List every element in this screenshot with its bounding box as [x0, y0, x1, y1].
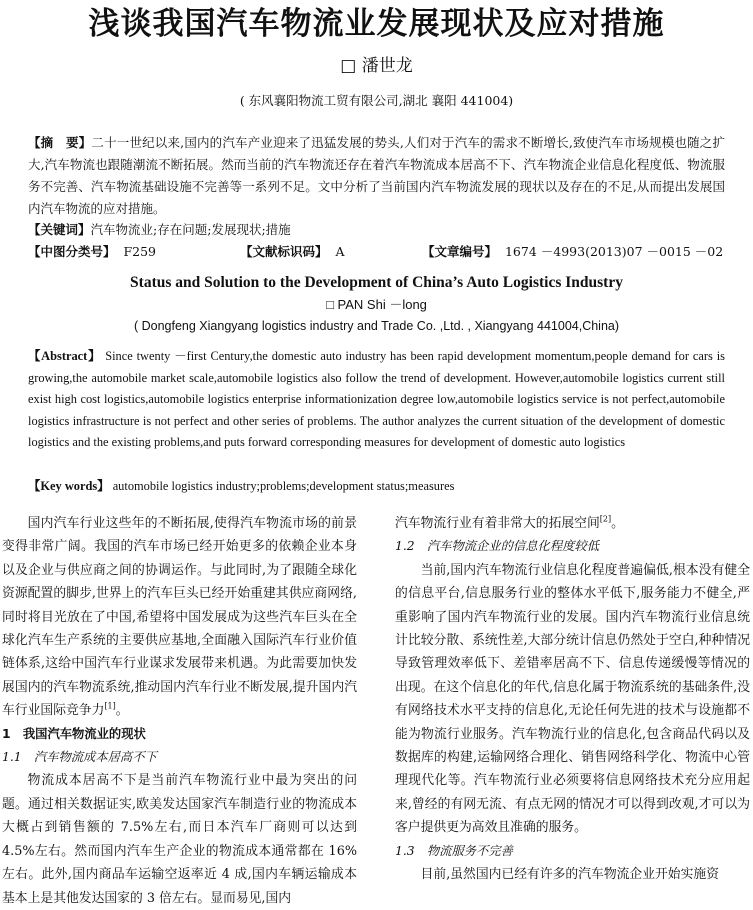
keywords-en-text: automobile logistics industry;problems;development status;measures [112, 479, 455, 493]
body-column-left [2, 512, 357, 910]
abstract-en-label: 【Abstract】 [28, 349, 102, 363]
paragraph [395, 512, 750, 535]
keywords-en [28, 476, 725, 496]
paragraph: 物流成本居高不下是当前汽车物流行业中最为突出的问题。通过相关数据证实,欧美发达国家汽车制造行业的物流成本大概占到销售额的 7.5%左右,而日本汽车厂商则可以达到 4.5%左右。然而国内汽车生产企业的物流成本通常都在 16%左右。此外,国内商品车运输空返率近 4 成,国内车辆运输成本基本上是其他发达国家的 3 倍左右。显而易见,国内 [2, 773, 357, 906]
abstract-en-text: Since twenty －first Century,the domestic auto industry has been rapid development momentum,people demand for cars is growing,the automobile market scale,automobile logistics also follow the trend of development. However,automobile logistics current still exist high cost logistics,automobile logistics enterprise informationization degree low,automobile logistics service is not perfect,automobile logistics infrastructure is not perfect and other series of problems. The author analyzes the current situation of the development of domestic logistics and the existing problems,and puts forward corresponding measures for development of domestic auto logistics [28, 349, 726, 450]
body-column-right [395, 512, 750, 887]
clc-label: 【中图分类号】 [28, 244, 116, 259]
paragraph [2, 512, 357, 723]
subsection-heading: 1.3 物流服务不完善 [395, 843, 513, 858]
abstract-en [28, 346, 725, 454]
english-author: □ PAN Shi －long [326, 297, 427, 312]
abstract-cn [28, 132, 725, 220]
citation-ref: [1] [104, 701, 116, 711]
clc-value: F259 [123, 244, 157, 259]
english-title: Status and Solution to the Development of China’s Auto Logistics Industry [130, 274, 623, 291]
article-number [422, 242, 723, 262]
paper-title: 浅谈我国汽车物流业发展现状及应对措施 [88, 6, 665, 42]
section-heading: 1 我国汽车物流业的现状 [2, 726, 146, 741]
abstract-cn-label: 【摘 要】 [28, 135, 92, 150]
paragraph-end: 。 [115, 703, 129, 719]
keywords-cn [28, 220, 725, 240]
doc-code-value: A [335, 244, 345, 259]
document-code [240, 242, 422, 262]
paragraph: 目前,虽然国内已经有许多的汽车物流企业开始实施资 [420, 867, 719, 883]
affiliation: ( 东风襄阳物流工贸有限公司,湖北 襄阳 441004) [239, 93, 514, 108]
paragraph-text: 国内汽车行业这些年的不断拓展,使得汽车物流市场的前景变得非常广阔。我国的汽车市场已经开始更多的依赖企业本身以及企业与供应商之间的协调运作。与此同时,为了跟随全球化资源配置的脚步,世界上的汽车巨头已经开始重建其供应商网络,同时将目光放在了中国,希望将中国发展成为这些汽车巨头在全球化汽车生产系统的主要供应基地,全面融入国际汽车行业价值链体系,这给中国汽车行业谋求发展带来机遇。为此需要加快发展国内的汽车物流系统,推动国内汽车行业不断发展,提升国内汽车行业国际竞争力 [2, 516, 357, 719]
paragraph-end: 。 [611, 516, 624, 531]
author-line: □ 潘世龙 [340, 56, 413, 76]
keywords-en-label: 【Key words】 [28, 479, 110, 493]
article-label: 【文章编号】 [422, 244, 498, 259]
citation-ref: [2] [599, 514, 612, 524]
english-affiliation: ( Dongfeng Xiangyang logistics industry and Trade Co. ,Ltd. , Xiangyang 441004,China) [133, 319, 620, 333]
paragraph: 当前,国内汽车物流行业信息化程度普遍偏低,根本没有健全的信息平台,信息服务行业的整体水平低下,服务能力不健全,严重影响了国内汽车物流行业的发展。国内汽车物流行业信息统计比较分散、系统性差,大部分统计信息仍然处于空白,种种情况导致管理效率低下、差错率居高不下、信息传递缓慢等情况的出现。在这个信息化的年代,信息化属于物流系统的基础条件,没有网络技术水平支持的信息化,无论任何先进的技术与设施都不能为物流行业服务。汽车物流行业的信息化,包含商品代码以及数据库的构建,运输网络合理化、销售网络科学化、物流中心管理现代化等。汽车物流行业必须要将信息网络技术充分应用起来,曾经的有网无流、有点无网的情况才可以得到改观,才可以为客户提供更为高效且准确的服务。 [395, 562, 750, 836]
doc-code-label: 【文献标识码】 [240, 244, 328, 259]
classification-row [28, 242, 725, 262]
clc-number [28, 242, 240, 262]
abstract-cn-text: 二十一世纪以来,国内的汽车产业迎来了迅猛发展的势头,人们对于汽车的需求不断增长,致使汽车市场规模也随之扩大,汽车物流也跟随潮流不断拓展。然而当前的汽车物流还存在着汽车物流成本居高不下、汽车物流企业信息化程度低、物流服务不完善、汽车物流基础设施不完善等一系列不足。文中分析了当前国内汽车物流发展的现状以及存在的不足,从而提出发展国内汽车物流的应对措施。 [28, 135, 725, 216]
keywords-cn-text: 汽车物流业;存在问题;发展现状;措施 [90, 222, 291, 237]
subsection-heading: 1.2 汽车物流企业的信息化程度较低 [395, 539, 600, 554]
paragraph-text: 汽车物流行业有着非常大的拓展空间 [395, 516, 600, 531]
article-value: 1674 －4993(2013)07 －0015 －02 [504, 244, 724, 259]
subsection-heading: 1.1 汽车物流成本居高不下 [2, 750, 157, 765]
keywords-cn-label: 【关键词】 [28, 222, 91, 237]
